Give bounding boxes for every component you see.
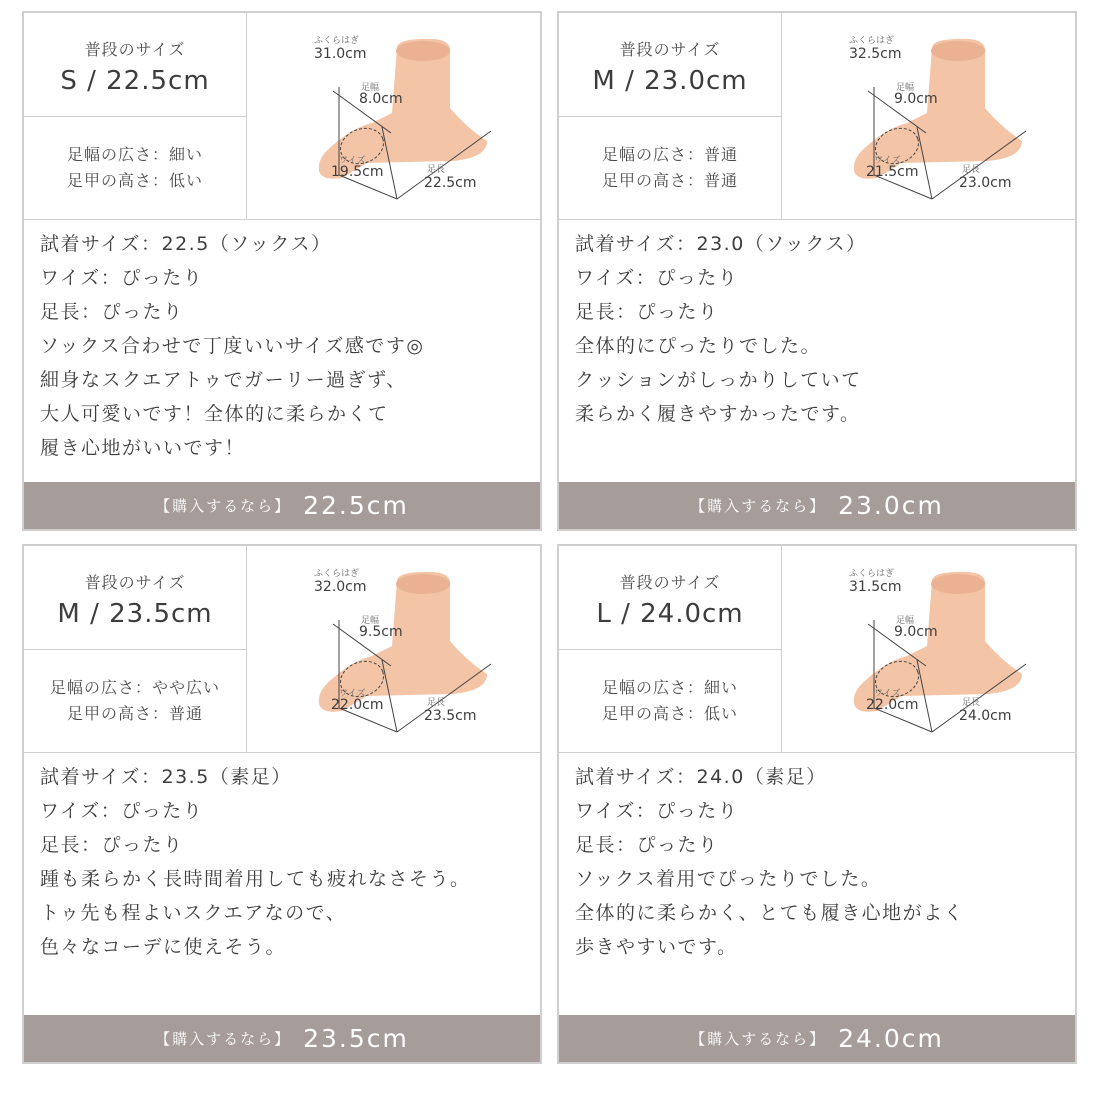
length-label: 足長 (962, 698, 981, 708)
card-header (559, 13, 1075, 220)
usual-size-label: 普段のサイズ (619, 40, 721, 59)
ankle-value: 8.0cm (359, 91, 403, 107)
comment-line: ワイズ：ぴったり (40, 267, 204, 289)
card-header (24, 546, 540, 753)
usual-size-box (24, 546, 246, 650)
comment-line: 足長：ぴったり (40, 301, 184, 323)
comment-line: 踵も柔らかく長時間着用しても疲れなさそう。 (40, 868, 471, 890)
comment-line: ワイズ：ぴったり (575, 267, 739, 289)
foot-diagram (782, 546, 1075, 752)
review-card (22, 11, 542, 531)
recommended-size-label: 【購入するなら】 (155, 1030, 292, 1048)
ankle-value: 9.0cm (894, 91, 938, 107)
wise-label: ワイズ (339, 156, 366, 166)
comment-line: 足長：ぴったり (575, 834, 719, 856)
usual-size-value: M / 23.5cm (57, 599, 213, 629)
wise-label: ワイズ (339, 689, 366, 699)
review-card (22, 544, 542, 1064)
calf-label: ふくらはぎ (849, 569, 895, 579)
ankle-value: 9.5cm (359, 624, 403, 640)
comment-line: ワイズ：ぴったり (40, 800, 204, 822)
foot-width-text: 足幅の広さ：やや広い (49, 678, 220, 697)
ankle-value: 9.0cm (894, 624, 938, 640)
usual-size-label: 普段のサイズ (84, 40, 186, 59)
calf-label: ふくらはぎ (849, 36, 895, 46)
wise-label: ワイズ (874, 689, 901, 699)
foot-diagram (247, 546, 540, 752)
calf-value: 31.5cm (849, 579, 902, 595)
review-comment (575, 760, 1065, 964)
usual-size-value: S / 22.5cm (60, 66, 210, 96)
usual-size-label: 普段のサイズ (84, 573, 186, 592)
instep-height-text: 足甲の高さ：低い (601, 704, 738, 723)
ankle-label: 足幅 (361, 616, 380, 626)
length-value: 23.5cm (424, 708, 477, 724)
size-info (24, 13, 247, 219)
foot-diagram (782, 13, 1075, 219)
recommended-size-bar (24, 482, 540, 529)
length-value: 23.0cm (959, 175, 1012, 191)
foot-shape-box (559, 117, 781, 219)
card-header (559, 546, 1075, 753)
recommended-size-value: 22.5cm (303, 491, 409, 520)
foot-illustration (247, 13, 540, 219)
length-label: 足長 (427, 165, 446, 175)
wise-value: 19.5cm (331, 164, 384, 180)
recommended-size-label: 【購入するなら】 (155, 497, 292, 515)
ankle-label: 足幅 (361, 83, 380, 93)
recommended-size-label: 【購入するなら】 (690, 497, 827, 515)
review-comment (40, 227, 530, 465)
ankle-label: 足幅 (896, 616, 915, 626)
recommended-size-bar (559, 482, 1075, 529)
foot-shape-box (24, 117, 246, 219)
instep-height-text: 足甲の高さ：普通 (66, 704, 203, 723)
usual-size-value: L / 24.0cm (596, 599, 744, 629)
foot-illustration (782, 13, 1075, 219)
recommended-size-bar (559, 1015, 1075, 1062)
length-value: 22.5cm (424, 175, 477, 191)
calf-label: ふくらはぎ (314, 569, 360, 579)
review-comment (575, 227, 1065, 431)
comment-line: 色々なコーデに使えそう。 (40, 936, 287, 958)
foot-width-text: 足幅の広さ：細い (66, 145, 203, 164)
foot-illustration (782, 546, 1075, 752)
comment-line: 足長：ぴったり (575, 301, 719, 323)
ankle-label: 足幅 (896, 83, 915, 93)
instep-height-text: 足甲の高さ：低い (66, 171, 203, 190)
comment-line: 足長：ぴったり (40, 834, 184, 856)
review-comment (40, 760, 530, 964)
foot-width-text: 足幅の広さ：普通 (601, 145, 738, 164)
foot-diagram (247, 13, 540, 219)
calf-value: 32.5cm (849, 46, 902, 62)
comment-line: トゥ先も程よいスクエアなので、 (40, 902, 347, 924)
length-label: 足長 (962, 165, 981, 175)
size-info (559, 13, 782, 219)
length-label: 足長 (427, 698, 446, 708)
foot-shape-box (24, 650, 246, 752)
wise-value: 22.0cm (866, 697, 919, 713)
comment-line: ソックス合わせで丁度いいサイズ感です◎ (40, 335, 425, 357)
usual-size-box (559, 546, 781, 650)
foot-width-text: 足幅の広さ：細い (601, 678, 738, 697)
recommended-size-value: 23.5cm (303, 1024, 409, 1053)
foot-illustration (247, 546, 540, 752)
usual-size-label: 普段のサイズ (619, 573, 721, 592)
length-value: 24.0cm (959, 708, 1012, 724)
comment-line: 試着サイズ：23.5（素足） (40, 766, 292, 788)
comment-line: 全体的に柔らかく、とても履き心地がよく (575, 902, 965, 924)
comment-line: 試着サイズ：22.5（ソックス） (40, 233, 332, 255)
calf-value: 31.0cm (314, 46, 367, 62)
comment-line: クッションがしっかりしていて (575, 369, 862, 391)
calf-value: 32.0cm (314, 579, 367, 595)
recommended-size-value: 23.0cm (838, 491, 944, 520)
instep-height-text: 足甲の高さ：普通 (601, 171, 738, 190)
recommended-size-label: 【購入するなら】 (690, 1030, 827, 1048)
comment-line: 試着サイズ：23.0（ソックス） (575, 233, 867, 255)
review-card (557, 11, 1077, 531)
comment-line: 全体的にぴったりでした。 (575, 335, 822, 357)
comment-line: 履き心地がいいです！ (40, 437, 246, 459)
comment-line: 大人可愛いです！全体的に柔らかくて (40, 403, 389, 425)
foot-shape-box (559, 650, 781, 752)
comment-line: 試着サイズ：24.0（素足） (575, 766, 827, 788)
size-info (24, 546, 247, 752)
comment-line: ワイズ：ぴったり (575, 800, 739, 822)
usual-size-box (24, 13, 246, 117)
wise-value: 22.0cm (331, 697, 384, 713)
usual-size-value: M / 23.0cm (592, 66, 748, 96)
recommended-size-value: 24.0cm (838, 1024, 944, 1053)
size-info (559, 546, 782, 752)
review-card (557, 544, 1077, 1064)
comment-line: 細身なスクエアトゥでガーリー過ぎず、 (40, 369, 407, 391)
wise-label: ワイズ (874, 156, 901, 166)
recommended-size-bar (24, 1015, 540, 1062)
comment-line: ソックス着用でぴったりでした。 (575, 868, 882, 890)
wise-value: 21.5cm (866, 164, 919, 180)
comment-line: 歩きやすいです。 (575, 936, 738, 958)
comment-line: 柔らかく履きやすかったです。 (575, 403, 861, 425)
calf-label: ふくらはぎ (314, 36, 360, 46)
card-header (24, 13, 540, 220)
usual-size-box (559, 13, 781, 117)
